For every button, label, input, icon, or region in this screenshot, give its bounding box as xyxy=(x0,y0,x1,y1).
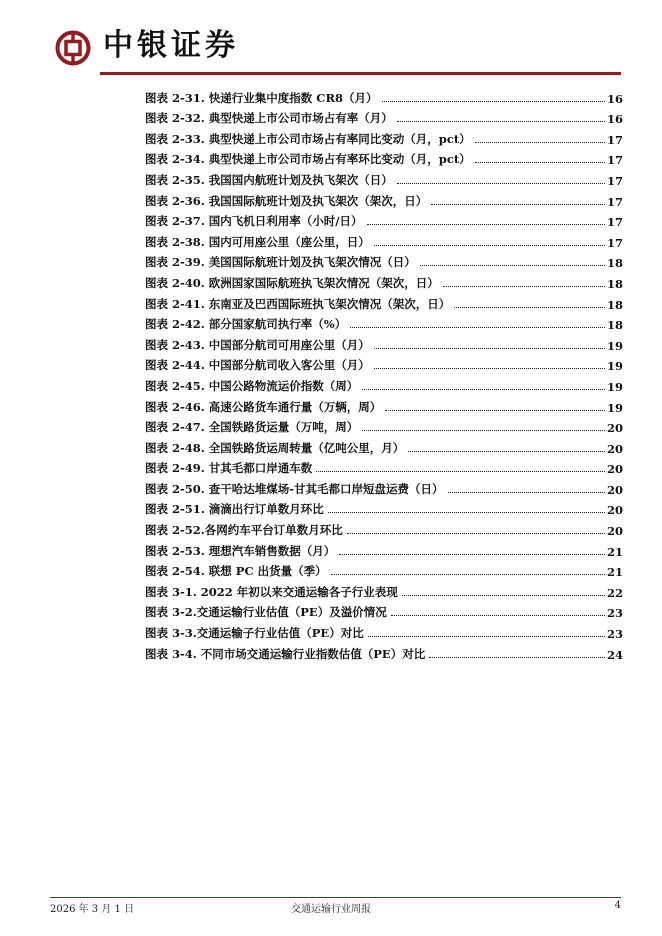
toc-entry-label: 图表 2-47. 全国铁路货运量（万吨，周） xyxy=(145,420,359,435)
toc-entry-label: 图表 2-37. 国内飞机日利用率（小时/日） xyxy=(145,214,363,229)
toc-leader-dots xyxy=(385,410,605,411)
toc-entry-label: 图表 2-45. 中国公路物流运价指数（周） xyxy=(145,378,359,393)
toc-entry[interactable] xyxy=(145,188,623,209)
toc-entry-page: 20 xyxy=(606,462,623,477)
toc-leader-dots xyxy=(391,615,605,616)
toc-entry[interactable] xyxy=(145,435,623,456)
toc-entry-label: 图表 2-43. 中国部分航司可用座公里（月） xyxy=(145,337,370,352)
toc-leader-dots xyxy=(475,162,605,163)
toc-entry[interactable] xyxy=(145,497,623,518)
toc-leader-dots xyxy=(429,657,605,658)
toc-leader-dots xyxy=(362,430,605,431)
toc-leader-dots xyxy=(397,183,605,184)
toc-leader-dots xyxy=(374,348,605,349)
toc-entry[interactable] xyxy=(145,270,623,291)
toc-leader-dots xyxy=(382,101,605,102)
toc-entry-page: 18 xyxy=(606,318,623,333)
toc-leader-dots xyxy=(397,121,605,122)
toc-entry[interactable] xyxy=(145,312,623,333)
toc-entry-label: 图表 2-34. 典型快递上市公司市场占有率环比变动（月，pct） xyxy=(145,152,471,167)
toc-entry[interactable] xyxy=(145,85,623,106)
toc-entry-label: 图表 2-48. 全国铁路货运周转量（亿吨公里，月） xyxy=(145,440,405,455)
toc-entry-page: 24 xyxy=(606,647,623,662)
toc-entry-page: 17 xyxy=(606,194,623,209)
toc-entry-page: 20 xyxy=(606,503,623,518)
toc-entry[interactable] xyxy=(145,291,623,312)
toc-entry-page: 19 xyxy=(606,359,623,374)
toc-entry-label: 图表 2-32. 典型快递上市公司市场占有率（月） xyxy=(145,111,393,126)
toc-entry-label: 图表 2-53. 理想汽车销售数据（月） xyxy=(145,543,336,558)
toc-entry-label: 图表 2-50. 查干哈达堆煤场-甘其毛都口岸短盘运费（日） xyxy=(145,481,444,496)
toc-entry[interactable] xyxy=(145,620,623,641)
toc-entry-page: 16 xyxy=(606,112,623,127)
footer-date: 2026 年 3 月 1 日 xyxy=(50,904,135,915)
toc-entry[interactable] xyxy=(145,106,623,127)
footer-rule xyxy=(50,897,621,898)
toc-entry[interactable] xyxy=(145,167,623,188)
toc-entry[interactable] xyxy=(145,559,623,580)
toc-leader-dots xyxy=(443,286,605,287)
toc-entry-label: 图表 2-46. 高速公路货车通行量（万辆，周） xyxy=(145,399,382,414)
toc-entry-label: 图表 2-41. 东南亚及巴西国际班执飞架次情况（架次，日） xyxy=(145,296,451,311)
toc-entry-label: 图表 2-49. 甘其毛都口岸通车数 xyxy=(145,461,313,476)
toc-entry[interactable] xyxy=(145,517,623,538)
toc-entry-page: 16 xyxy=(606,91,623,106)
toc-entry-label: 图表 3-2.交通运输行业估值（PE）及溢价情况 xyxy=(145,605,387,620)
bank-of-china-logo-icon xyxy=(55,30,91,66)
toc-entry-label: 图表 2-40. 欧洲国家国际航班执飞架次情况（架次，日） xyxy=(145,275,439,290)
toc-leader-dots xyxy=(367,224,605,225)
toc-leader-dots xyxy=(350,327,605,328)
toc-leader-dots xyxy=(316,471,605,472)
toc-entry-label: 图表 2-33. 典型快递上市公司市场占有率同比变动（月，pct） xyxy=(145,131,471,146)
header-rule xyxy=(100,72,621,75)
toc-entry[interactable] xyxy=(145,373,623,394)
toc-entry-label: 图表 2-38. 国内可用座公里（座公里，日） xyxy=(145,234,370,249)
toc-leader-dots xyxy=(374,368,605,369)
toc-entry-label: 图表 2-35. 我国国内航班计划及执飞架次（日） xyxy=(145,172,393,187)
toc-leader-dots xyxy=(331,574,605,575)
toc-entry-page: 17 xyxy=(606,215,623,230)
toc-entry-page: 18 xyxy=(606,256,623,271)
toc-leader-dots xyxy=(347,533,605,534)
toc-entry-page: 23 xyxy=(606,627,623,642)
toc-entry-label: 图表 2-51. 滴滴出行订单数月环比 xyxy=(145,502,324,517)
toc-entry[interactable] xyxy=(145,641,623,662)
footer-title: 交通运输行业周报 xyxy=(291,904,371,915)
toc-entry-page: 20 xyxy=(606,441,623,456)
toc-leader-dots xyxy=(402,595,605,596)
toc-entry[interactable] xyxy=(145,415,623,436)
toc-entry-label: 图表 3-1. 2022 年初以来交通运输各子行业表现 xyxy=(145,584,398,599)
toc-entry-label: 图表 2-52.各网约车平台订单数月环比 xyxy=(145,523,343,538)
toc-entry-page: 19 xyxy=(606,379,623,394)
toc-leader-dots xyxy=(420,265,605,266)
toc-leader-dots xyxy=(339,554,605,555)
page-header xyxy=(0,0,662,80)
toc-entry-page: 19 xyxy=(606,400,623,415)
toc-leader-dots xyxy=(448,492,605,493)
toc-entry[interactable] xyxy=(145,600,623,621)
toc-entry[interactable] xyxy=(145,229,623,250)
toc-leader-dots xyxy=(408,451,605,452)
toc-entry[interactable] xyxy=(145,394,623,415)
toc-entry-page: 22 xyxy=(606,585,623,600)
toc-entry[interactable] xyxy=(145,126,623,147)
toc-entry-page: 17 xyxy=(606,153,623,168)
toc-entry-page: 17 xyxy=(606,132,623,147)
toc-entry-page: 20 xyxy=(606,421,623,436)
toc-entry-page: 19 xyxy=(606,338,623,353)
toc-entry[interactable] xyxy=(145,579,623,600)
toc-entry-page: 17 xyxy=(606,173,623,188)
toc-leader-dots xyxy=(362,389,605,390)
toc-entry-label: 图表 3-3.交通运输子行业估值（PE）对比 xyxy=(145,626,364,641)
toc-entry-page: 17 xyxy=(606,235,623,250)
toc-entry-label: 图表 3-4. 不同市场交通运输行业指数估值（PE）对比 xyxy=(145,646,426,661)
toc-leader-dots xyxy=(431,204,605,205)
toc-entry[interactable] xyxy=(145,476,623,497)
toc-entry-page: 20 xyxy=(606,482,623,497)
toc-entry-page: 18 xyxy=(606,276,623,291)
toc-entry-label: 图表 2-36. 我国国际航班计划及执飞架次（架次，日） xyxy=(145,193,428,208)
toc-entry-label: 图表 2-42. 部分国家航司执行率（%） xyxy=(145,317,347,332)
toc-entry-page: 20 xyxy=(606,524,623,539)
toc-entry[interactable] xyxy=(145,353,623,374)
toc-leader-dots xyxy=(454,307,605,308)
toc-leader-dots xyxy=(475,142,605,143)
toc-entry[interactable] xyxy=(145,538,623,559)
toc-entry-label: 图表 2-31. 快递行业集中度指数 CR8（月） xyxy=(145,90,378,105)
toc-entry-label: 图表 2-39. 美国国际航班计划及执飞架次情况（日） xyxy=(145,255,416,270)
toc-entry[interactable] xyxy=(145,209,623,230)
footer-page-number: 4 xyxy=(614,900,621,911)
toc-leader-dots xyxy=(328,512,605,513)
brand-name: 中银证券 xyxy=(103,28,239,63)
toc-entry[interactable] xyxy=(145,332,623,353)
toc-leader-dots xyxy=(374,245,605,246)
toc-entry-page: 21 xyxy=(606,544,623,559)
toc-entry[interactable] xyxy=(145,456,623,477)
table-of-figures xyxy=(145,85,623,662)
toc-entry[interactable] xyxy=(145,147,623,168)
toc-entry-page: 18 xyxy=(606,297,623,312)
toc-leader-dots xyxy=(368,636,605,637)
toc-entry[interactable] xyxy=(145,250,623,271)
toc-entry-page: 21 xyxy=(606,565,623,580)
toc-entry-label: 图表 2-54. 联想 PC 出货量（季） xyxy=(145,564,327,579)
toc-entry-label: 图表 2-44. 中国部分航司收入客公里（月） xyxy=(145,358,370,373)
toc-entry-page: 23 xyxy=(606,606,623,621)
